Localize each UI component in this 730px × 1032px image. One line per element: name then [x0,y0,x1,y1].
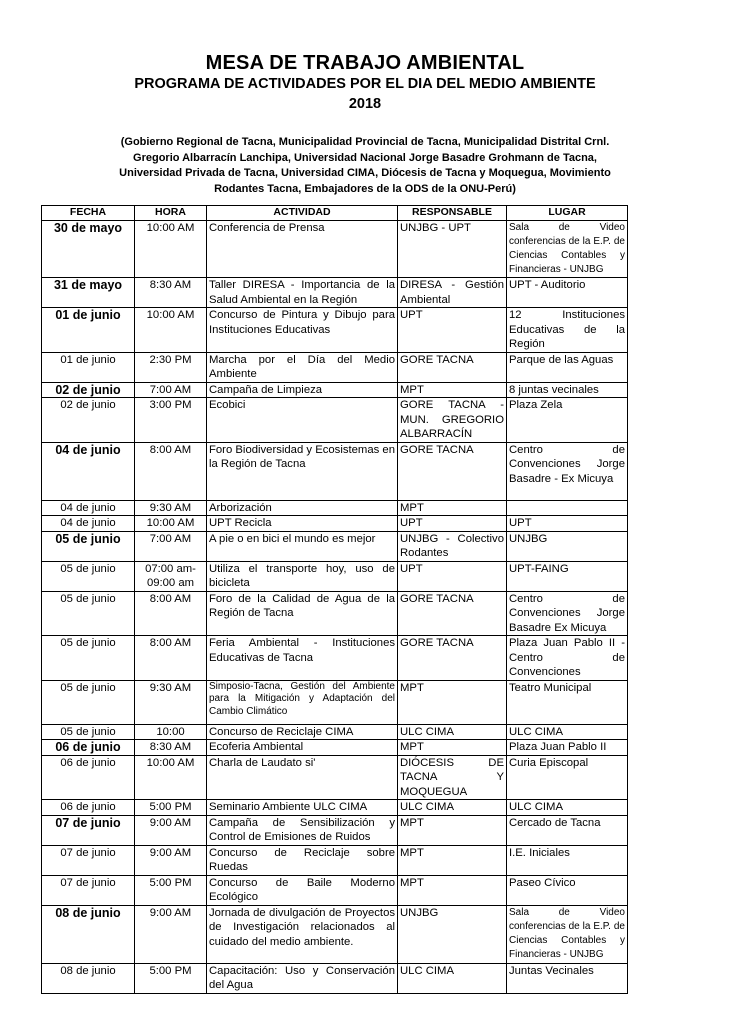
cell-actividad: Campaña de Sensibilización y Control de Emisiones de Ruidos [207,815,398,845]
cell-fecha: 04 de junio [42,516,135,532]
document-title: MESA DE TRABAJO AMBIENTAL [205,52,525,74]
cell-hora: 8:30 AM [135,740,207,756]
cell-hora: 9:00 AM [135,845,207,875]
cell-hora: 8:30 AM [135,278,207,308]
cell-actividad: Concurso de Baile Moderno Ecológico [207,875,398,905]
cell-responsable: GORE TACNA [398,636,507,681]
cell-responsable: ULC CIMA [398,724,507,740]
cell-actividad: A pie o en bici el mundo es mejor [207,531,398,561]
cell-hora: 8:00 AM [135,591,207,636]
cell-hora: 10:00 [135,724,207,740]
table-row [42,221,628,278]
cell-lugar: Teatro Municipal [507,680,628,724]
cell-fecha: 02 de junio [42,398,135,443]
cell-responsable: ULC CIMA [398,800,507,816]
activities-table [41,205,628,994]
cell-lugar: Plaza Zela [507,398,628,443]
cell-hora: 7:00 AM [135,531,207,561]
cell-hora: 5:00 PM [135,800,207,816]
column-header-hora: HORA [135,206,207,221]
cell-fecha: 05 de junio [42,531,135,561]
table-row [42,636,628,681]
cell-fecha: 30 de mayo [42,221,135,278]
cell-lugar: Cercado de Tacna [507,815,628,845]
table-row [42,740,628,756]
cell-lugar: Sala de Video conferencias de la E.P. de Ciencias Contables y Financieras - UNJBG [507,905,628,963]
table-row [42,755,628,800]
cell-fecha: 05 de junio [42,724,135,740]
cell-actividad: Taller DIRESA - Importancia de la Salud Ambiental en la Región [207,278,398,308]
cell-fecha: 02 de junio [42,382,135,398]
cell-fecha: 07 de junio [42,845,135,875]
table-header-row [42,206,628,221]
cell-fecha: 01 de junio [42,352,135,382]
cell-responsable: GORE TACNA [398,591,507,636]
cell-lugar: Centro de Convenciones Jorge Basadre - Ex Micuya [507,442,628,500]
cell-lugar: 8 juntas vecinales [507,382,628,398]
cell-responsable: GORE TACNA [398,352,507,382]
cell-actividad: Concurso de Reciclaje CIMA [207,724,398,740]
table-row [42,724,628,740]
cell-lugar: Curia Episcopal [507,755,628,800]
cell-fecha: 06 de junio [42,800,135,816]
cell-actividad: Foro de la Calidad de Agua de la Región de Tacna [207,591,398,636]
table-row [42,963,628,993]
cell-fecha: 04 de junio [42,500,135,516]
cell-hora: 7:00 AM [135,382,207,398]
cell-lugar: Parque de las Aguas [507,352,628,382]
cell-responsable: MPT [398,500,507,516]
cell-actividad: Concurso de Reciclaje sobre Ruedas [207,845,398,875]
cell-hora: 9:30 AM [135,680,207,724]
cell-lugar [507,500,628,516]
cell-actividad: UPT Recicla [207,516,398,532]
cell-fecha: 01 de junio [42,308,135,353]
table-row [42,815,628,845]
institutions-list [50,135,680,197]
cell-lugar: UNJBG [507,531,628,561]
column-header-responsable: RESPONSABLE [398,206,507,221]
cell-actividad: Feria Ambiental - Instituciones Educativas de Tacna [207,636,398,681]
cell-responsable: MPT [398,845,507,875]
cell-fecha: 06 de junio [42,755,135,800]
cell-responsable: MPT [398,875,507,905]
cell-hora: 8:00 AM [135,636,207,681]
cell-actividad: Marcha por el Día del Medio Ambiente [207,352,398,382]
institutions-line: Gregorio Albarracín Lanchipa, Universidad Nacional Jorge Basadre Grohmann de Tacna, [133,151,597,164]
cell-actividad: Simposio-Tacna, Gestión del Ambiente para la Mitigación y Adaptación del Cambio Climático [207,680,398,724]
cell-responsable: UNJBG - Colectivo Rodantes [398,531,507,561]
table-row [42,500,628,516]
cell-hora: 10:00 AM [135,516,207,532]
cell-hora: 5:00 PM [135,875,207,905]
table-row [42,680,628,724]
cell-lugar: I.E. Iniciales [507,845,628,875]
cell-lugar: Centro de Convenciones Jorge Basadre Ex Micuya [507,591,628,636]
column-header-lugar: LUGAR [507,206,628,221]
table-row [42,382,628,398]
cell-hora: 9:00 AM [135,815,207,845]
cell-responsable: DIRESA - Gestión Ambiental [398,278,507,308]
table-row [42,561,628,591]
cell-fecha: 04 de junio [42,442,135,500]
cell-responsable: UPT [398,308,507,353]
cell-actividad: Capacitación: Uso y Conservación del Agua [207,963,398,993]
cell-hora: 9:00 AM [135,905,207,963]
cell-lugar: UPT [507,516,628,532]
cell-hora: 8:00 AM [135,442,207,500]
table-row [42,516,628,532]
institutions-line: Universidad Privada de Tacna, Universidad CIMA, Diócesis de Tacna y Moquegua, Movimiento [119,167,611,179]
column-header-fecha: FECHA [42,206,135,221]
cell-lugar: 12 Instituciones Educativas de la Región [507,308,628,353]
cell-fecha: 08 de junio [42,963,135,993]
column-header-actividad: ACTIVIDAD [207,206,398,221]
cell-fecha: 05 de junio [42,561,135,591]
cell-actividad: Ecobici [207,398,398,443]
cell-actividad: Conferencia de Prensa [207,221,398,278]
cell-lugar: ULC CIMA [507,800,628,816]
table-row [42,875,628,905]
cell-hora: 2:30 PM [135,352,207,382]
table-row [42,352,628,382]
cell-fecha: 06 de junio [42,740,135,756]
cell-hora: 10:00 AM [135,221,207,278]
cell-lugar: UPT-FAING [507,561,628,591]
cell-hora: 5:00 PM [135,963,207,993]
cell-lugar: Sala de Video conferencias de la E.P. de Ciencias Contables y Financieras - UNJBG [507,221,628,278]
cell-actividad: Jornada de divulgación de Proyectos de Investigación relacionados al cuidado del medio ambiente. [207,905,398,963]
cell-fecha: 07 de junio [42,875,135,905]
table-row [42,905,628,963]
cell-hora: 10:00 AM [135,755,207,800]
cell-fecha: 05 de junio [42,680,135,724]
cell-responsable: UNJBG - UPT [398,221,507,278]
cell-responsable: GORE TACNA - MUN. GREGORIO ALBARRACÍN [398,398,507,443]
cell-hora: 3:00 PM [135,398,207,443]
cell-responsable: GORE TACNA [398,442,507,500]
document-subtitle: PROGRAMA DE ACTIVIDADES POR EL DIA DEL MEDIO AMBIENTE [134,76,596,92]
cell-responsable: MPT [398,680,507,724]
cell-fecha: 05 de junio [42,636,135,681]
cell-lugar: UPT - Auditorio [507,278,628,308]
table-row [42,398,628,443]
cell-hora: 9:30 AM [135,500,207,516]
table-row [42,278,628,308]
cell-responsable: UPT [398,561,507,591]
cell-actividad: Ecoferia Ambiental [207,740,398,756]
cell-actividad: Charla de Laudato si' [207,755,398,800]
cell-lugar: Plaza Juan Pablo II - Centro de Convenciones [507,636,628,681]
cell-lugar: Paseo Cívico [507,875,628,905]
cell-actividad: Arborización [207,500,398,516]
table-row [42,442,628,500]
institutions-line: Rodantes Tacna, Embajadores de la ODS de la ONU-Perú) [214,182,516,195]
cell-hora: 07:00 am-09:00 am [135,561,207,591]
cell-actividad: Campaña de Limpieza [207,382,398,398]
cell-fecha: 08 de junio [42,905,135,963]
cell-lugar: ULC CIMA [507,724,628,740]
cell-fecha: 05 de junio [42,591,135,636]
cell-responsable: UNJBG [398,905,507,963]
cell-responsable: DIÓCESIS DE TACNA Y MOQUEGUA [398,755,507,800]
cell-responsable: MPT [398,382,507,398]
cell-actividad: Seminario Ambiente ULC CIMA [207,800,398,816]
cell-fecha: 07 de junio [42,815,135,845]
cell-actividad: Foro Biodiversidad y Ecosistemas en la Región de Tacna [207,442,398,500]
document-year: 2018 [348,96,382,112]
cell-responsable: MPT [398,740,507,756]
table-row [42,800,628,816]
cell-actividad: Utiliza el transporte hoy, uso de bicicleta [207,561,398,591]
cell-responsable: ULC CIMA [398,963,507,993]
cell-fecha: 31 de mayo [42,278,135,308]
cell-lugar: Juntas Vecinales [507,963,628,993]
table-row [42,845,628,875]
cell-responsable: UPT [398,516,507,532]
cell-actividad: Concurso de Pintura y Dibujo para Instituciones Educativas [207,308,398,353]
cell-responsable: MPT [398,815,507,845]
table-row [42,591,628,636]
cell-hora: 10:00 AM [135,308,207,353]
table-row [42,308,628,353]
table-row [42,531,628,561]
cell-lugar: Plaza Juan Pablo II [507,740,628,756]
institutions-line: (Gobierno Regional de Tacna, Municipalidad Provincial de Tacna, Municipalidad Distrital Crnl. [120,136,610,148]
